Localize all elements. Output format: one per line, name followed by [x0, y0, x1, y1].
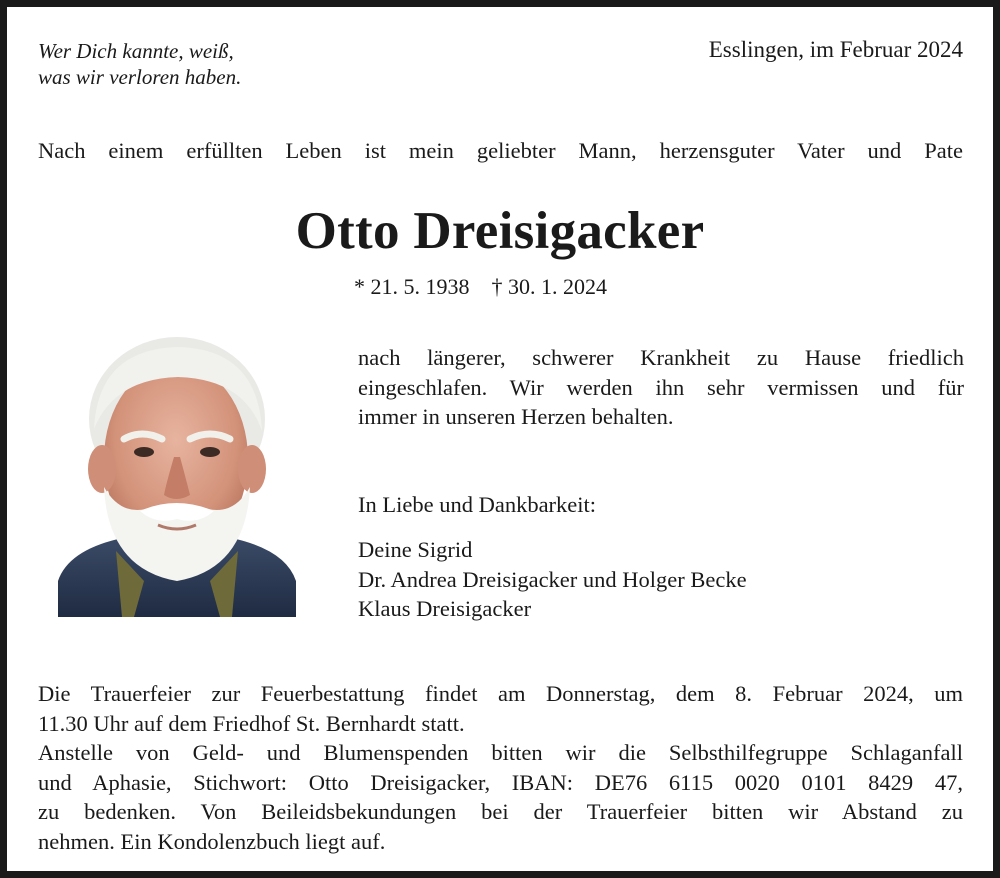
quote-line-2: was wir verloren haben.	[38, 65, 242, 89]
funeral-line-3: Anstelle von Geld- und Blumenspenden bitten wir die Selbsthilfegruppe Schlaganfall	[38, 740, 963, 765]
farewell-line-3: immer in unseren Herzen behalten.	[358, 404, 674, 429]
thanks-heading: In Liebe und Dankbarkeit:	[358, 492, 597, 517]
mourners-list	[358, 535, 747, 624]
funeral-line-6: nehmen. Ein Kondolenzbuch liegt auf.	[38, 828, 386, 854]
memorial-quote	[38, 38, 241, 90]
portrait-photo	[58, 319, 296, 617]
mourner-item: Dr. Andrea Dreisigacker und Holger Becke	[358, 566, 747, 592]
funeral-info	[38, 679, 963, 856]
life-dates	[354, 273, 607, 301]
farewell-line-2: eingeschlafen. Wir werden ihn sehr vermissen und für	[358, 374, 964, 400]
death-date: † 30. 1. 2024	[491, 274, 607, 299]
mourner-item: Deine Sigrid	[358, 537, 473, 562]
funeral-line-1: Die Trauerfeier zur Feuerbestattung findet am Donnerstag, dem 8. Februar 2024, um	[38, 681, 963, 706]
birth-date: * 21. 5. 1938	[354, 274, 470, 299]
funeral-line-5: zu bedenken. Von Beileidsbekundungen bei der Trauerfeier bitten wir Abstand zu	[38, 799, 963, 824]
intro-text: Nach einem erfüllten Leben ist mein geliebter Mann, herzensguter Vater und Pate	[38, 138, 963, 163]
quote-line-1: Wer Dich kannte, weiß,	[38, 39, 234, 63]
deceased-name: Otto Dreisigacker	[295, 202, 705, 260]
funeral-line-4: und Aphasie, Stichwort: Otto Dreisigacker, IBAN: DE76 6115 0020 0101 8429 47,	[38, 769, 963, 795]
funeral-line-2: 11.30 Uhr auf dem Friedhof St. Bernhardt statt.	[38, 710, 465, 736]
farewell-line-1: nach längerer, schwerer Krankheit zu Hause friedlich	[358, 345, 964, 370]
mourner-item: Klaus Dreisigacker	[358, 596, 532, 621]
farewell-text	[358, 343, 964, 432]
place-date: Esslingen, im Februar 2024	[708, 37, 963, 62]
